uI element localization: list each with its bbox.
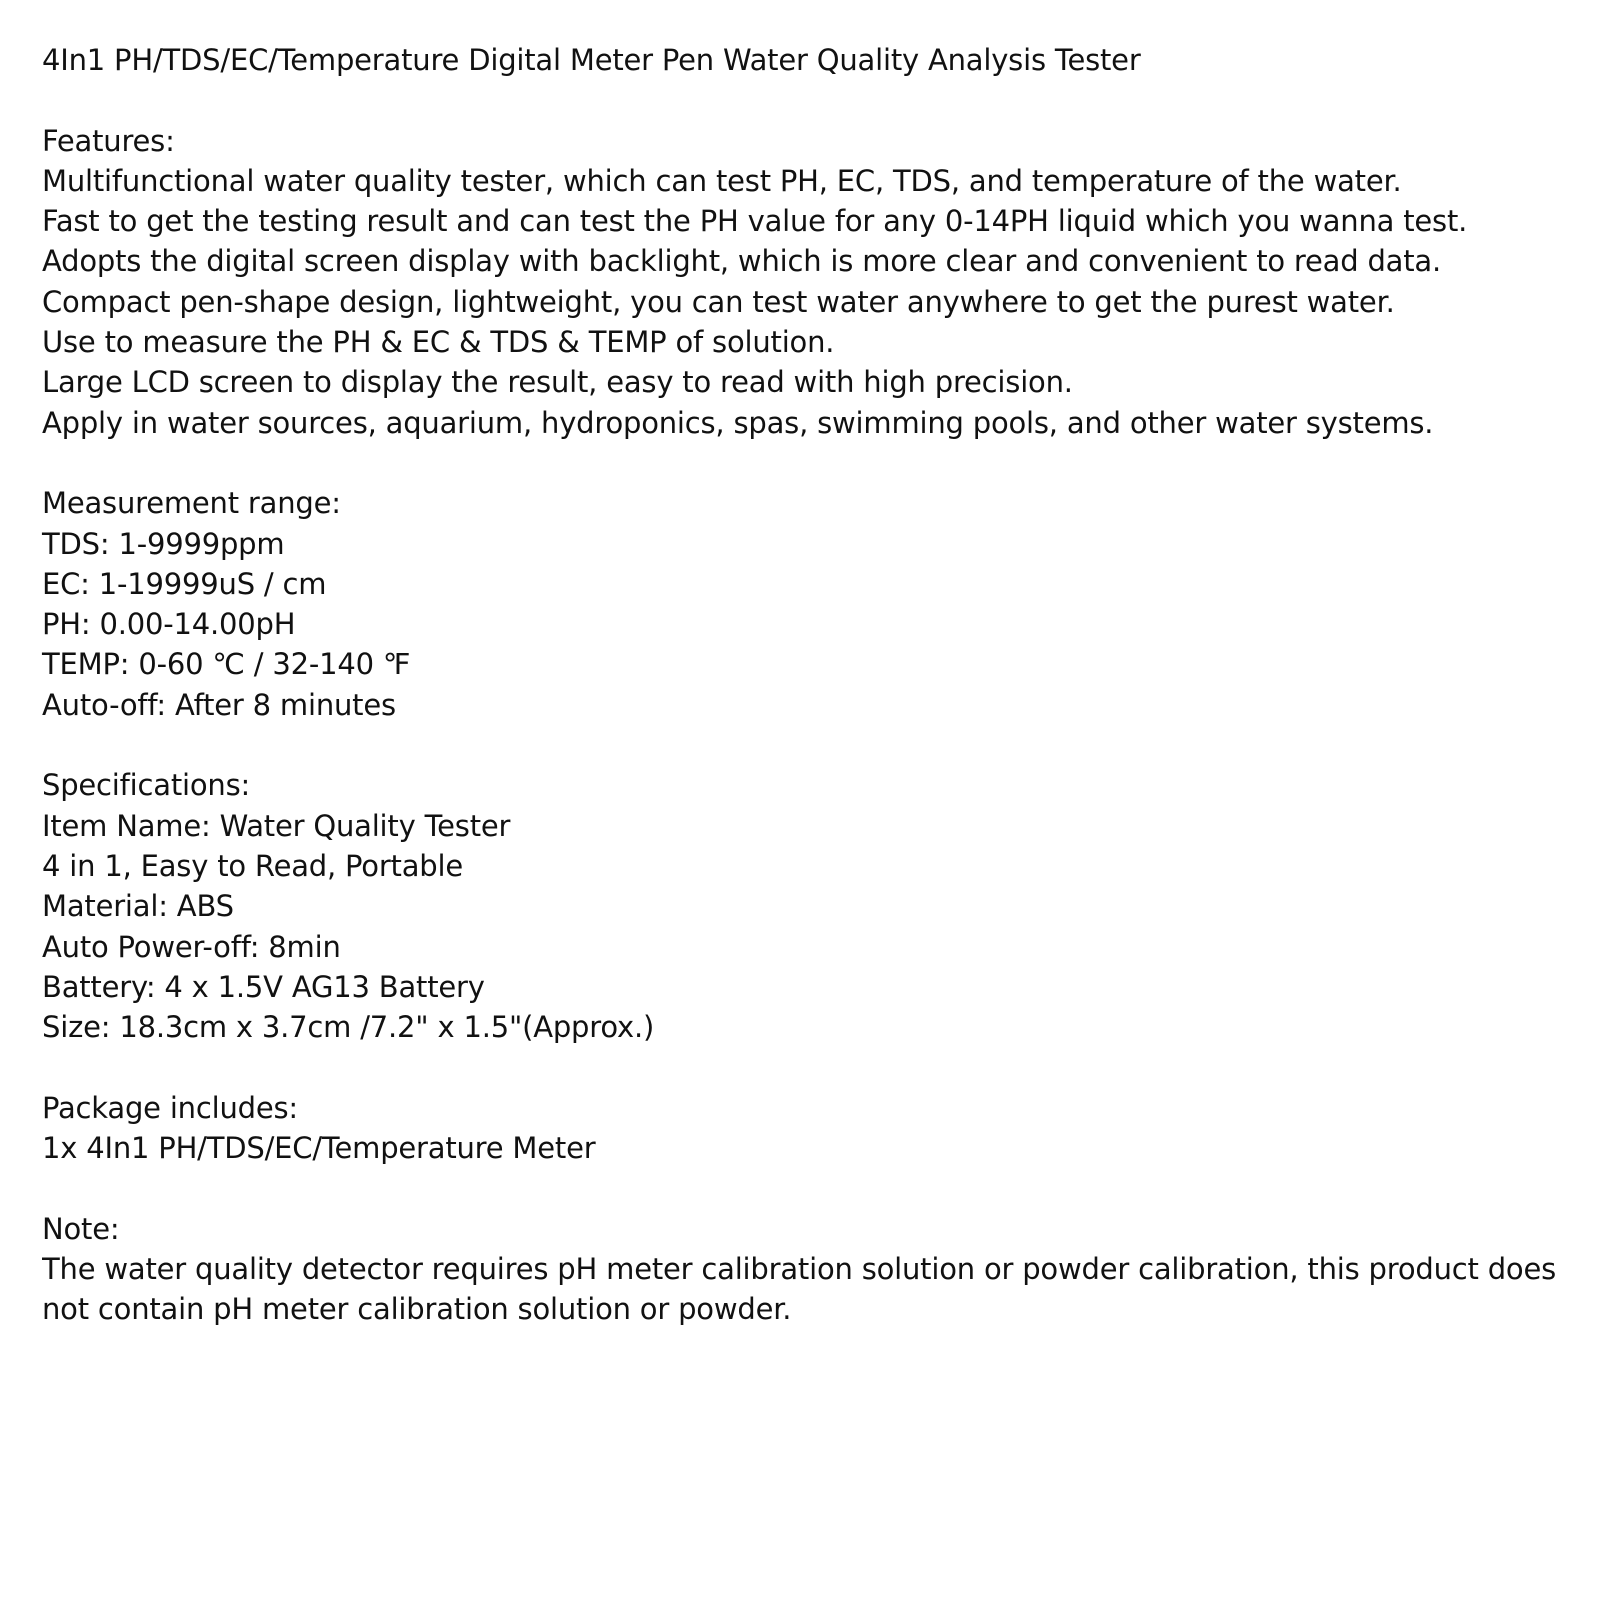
note-heading: Note: <box>42 1211 120 1246</box>
spacer <box>42 725 1562 765</box>
specification-item: 4 in 1, Easy to Read, Portable <box>42 848 463 883</box>
feature-item: Use to measure the PH & EC & TDS & TEMP of solution. <box>42 325 835 360</box>
package-heading: Package includes: <box>42 1090 298 1125</box>
measurement-item: TDS: 1-9999ppm <box>42 526 285 561</box>
feature-item: Apply in water sources, aquarium, hydroponics, spas, swimming pools, and other water systems. <box>42 405 1434 440</box>
specifications-heading: Specifications: <box>42 768 251 803</box>
feature-item: Fast to get the testing result and can test the PH value for any 0-14PH liquid which you wanna test. <box>42 204 1468 239</box>
specification-item: Item Name: Water Quality Tester <box>42 808 511 843</box>
product-description <box>42 40 1562 1330</box>
features-heading: Features: <box>42 123 175 158</box>
spacer <box>42 443 1562 483</box>
spacer <box>42 80 1562 120</box>
specification-item: Auto Power-off: 8min <box>42 929 341 964</box>
measurement-heading: Measurement range: <box>42 486 341 521</box>
feature-item: Compact pen-shape design, lightweight, you can test water anywhere to get the purest water. <box>42 284 1395 319</box>
feature-item: Multifunctional water quality tester, which can test PH, EC, TDS, and temperature of the water. <box>42 163 1402 198</box>
spacer <box>42 1047 1562 1087</box>
note-text: The water quality detector requires pH meter calibration solution or powder calibration, this product does not contain pH meter calibration solution or powder. <box>42 1251 1557 1327</box>
measurement-item: TEMP: 0-60 ℃ / 32-140 ℉ <box>42 647 411 682</box>
feature-item: Adopts the digital screen display with backlight, which is more clear and convenient to read data. <box>42 244 1441 279</box>
specification-item: Battery: 4 x 1.5V AG13 Battery <box>42 969 485 1004</box>
feature-item: Large LCD screen to display the result, easy to read with high precision. <box>42 365 1073 400</box>
spacer <box>42 1168 1562 1208</box>
specification-item: Material: ABS <box>42 889 234 924</box>
package-item: 1x 4In1 PH/TDS/EC/Temperature Meter <box>42 1131 596 1166</box>
measurement-item: EC: 1-19999uS / cm <box>42 566 327 601</box>
product-title: 4In1 PH/TDS/EC/Temperature Digital Meter Pen Water Quality Analysis Tester <box>42 43 1141 77</box>
specification-item: Size: 18.3cm x 3.7cm /7.2" x 1.5"(Approx.) <box>42 1010 655 1045</box>
measurement-item: Auto-off: After 8 minutes <box>42 687 396 722</box>
measurement-item: PH: 0.00-14.00pH <box>42 607 296 642</box>
